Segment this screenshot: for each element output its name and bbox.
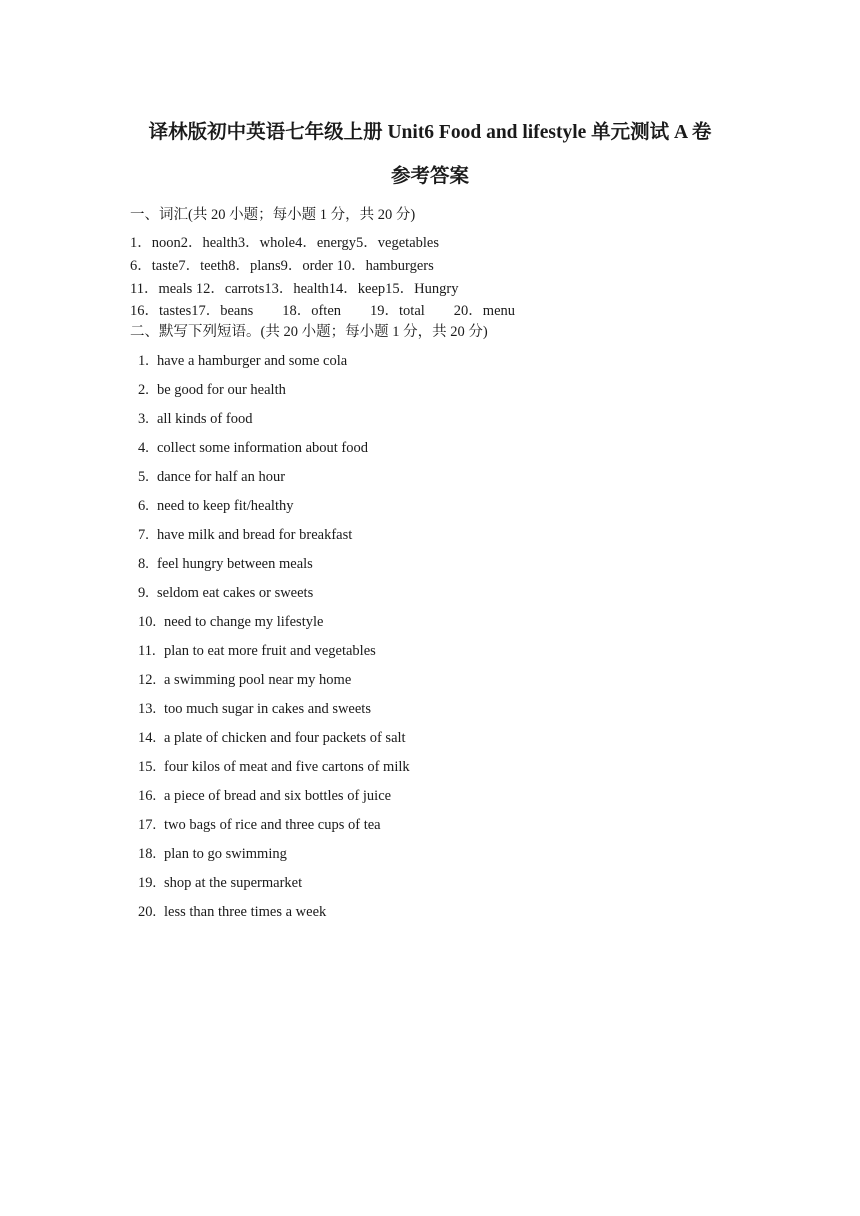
item-number: 12. — [138, 672, 157, 688]
vocab-answer-line: 16．tastes17．beans 18．often 19．total 20．menu — [130, 303, 516, 319]
item-number: 3. — [138, 411, 149, 427]
item-number: 4. — [138, 440, 149, 456]
list-item — [138, 814, 428, 836]
item-text: have milk and bread for breakfast — [157, 527, 353, 543]
list-item — [138, 669, 428, 691]
section-vocabulary-heading: 一、词汇(共 20 小题；每小题 1 分，共 20 分) — [130, 207, 416, 223]
item-number: 11. — [138, 643, 156, 659]
list-item — [138, 727, 428, 749]
item-text: too much sugar in cakes and sweets — [164, 701, 371, 717]
list-item — [138, 756, 428, 778]
list-item — [138, 582, 428, 604]
item-number: 15. — [138, 759, 157, 775]
item-text: seldom eat cakes or sweets — [157, 585, 314, 601]
list-item — [138, 466, 428, 488]
list-item — [138, 408, 428, 430]
item-number: 14. — [138, 730, 157, 746]
item-text: have a hamburger and some cola — [157, 353, 348, 369]
item-number: 8. — [138, 556, 149, 572]
list-item — [138, 350, 428, 372]
item-text: less than three times a week — [164, 904, 327, 920]
vocab-answer-line: 6．taste7．teeth8．plans9．order 10．hamburgers — [130, 258, 434, 274]
item-number: 6. — [138, 498, 149, 514]
item-number: 2. — [138, 382, 149, 398]
item-number: 16. — [138, 788, 157, 804]
list-item — [138, 872, 428, 894]
vocab-answer-line: 1．noon2．health3．whole4．energy5．vegetables — [130, 235, 439, 251]
list-item — [138, 901, 428, 923]
item-text: a plate of chicken and four packets of salt — [164, 730, 406, 746]
item-number: 9. — [138, 585, 149, 601]
list-item — [138, 524, 428, 546]
item-text: feel hungry between meals — [157, 556, 313, 572]
item-text: four kilos of meat and five cartons of milk — [164, 759, 410, 775]
section-phrases-heading: 二、默写下列短语。(共 20 小题；每小题 1 分，共 20 分) — [130, 324, 488, 340]
phrase-answer-list — [138, 350, 428, 930]
document-subtitle: 参考答案 — [390, 166, 469, 187]
vocab-answer-line: 11．meals 12．carrots13．health14．keep15．Hungry — [130, 281, 459, 297]
item-text: plan to go swimming — [164, 846, 287, 862]
document-title: 译林版初中英语七年级上册 Unit6 Food and lifestyle 单元测试 A 卷 — [148, 122, 712, 143]
item-text: collect some information about food — [157, 440, 369, 456]
item-number: 1. — [138, 353, 149, 369]
item-text: be good for our health — [157, 382, 286, 398]
item-number: 7. — [138, 527, 149, 543]
item-number: 13. — [138, 701, 157, 717]
item-number: 19. — [138, 875, 157, 891]
item-number: 18. — [138, 846, 157, 862]
list-item — [138, 437, 428, 459]
item-number: 17. — [138, 817, 157, 833]
list-item — [138, 785, 428, 807]
list-item — [138, 640, 428, 662]
item-number: 5. — [138, 469, 149, 485]
list-item — [138, 843, 428, 865]
item-text: plan to eat more fruit and vegetables — [164, 643, 376, 659]
item-text: a swimming pool near my home — [164, 672, 352, 688]
item-text: need to change my lifestyle — [164, 614, 324, 630]
item-number: 10. — [138, 614, 157, 630]
item-text: two bags of rice and three cups of tea — [164, 817, 381, 833]
item-text: a piece of bread and six bottles of juice — [164, 788, 392, 804]
item-text: shop at the supermarket — [164, 875, 303, 891]
list-item — [138, 698, 428, 720]
item-text: dance for half an hour — [157, 469, 286, 485]
item-text: need to keep fit/healthy — [157, 498, 294, 514]
list-item — [138, 379, 428, 401]
item-text: all kinds of food — [157, 411, 253, 427]
list-item — [138, 553, 428, 575]
item-number: 20. — [138, 904, 157, 920]
list-item — [138, 611, 428, 633]
list-item — [138, 495, 428, 517]
